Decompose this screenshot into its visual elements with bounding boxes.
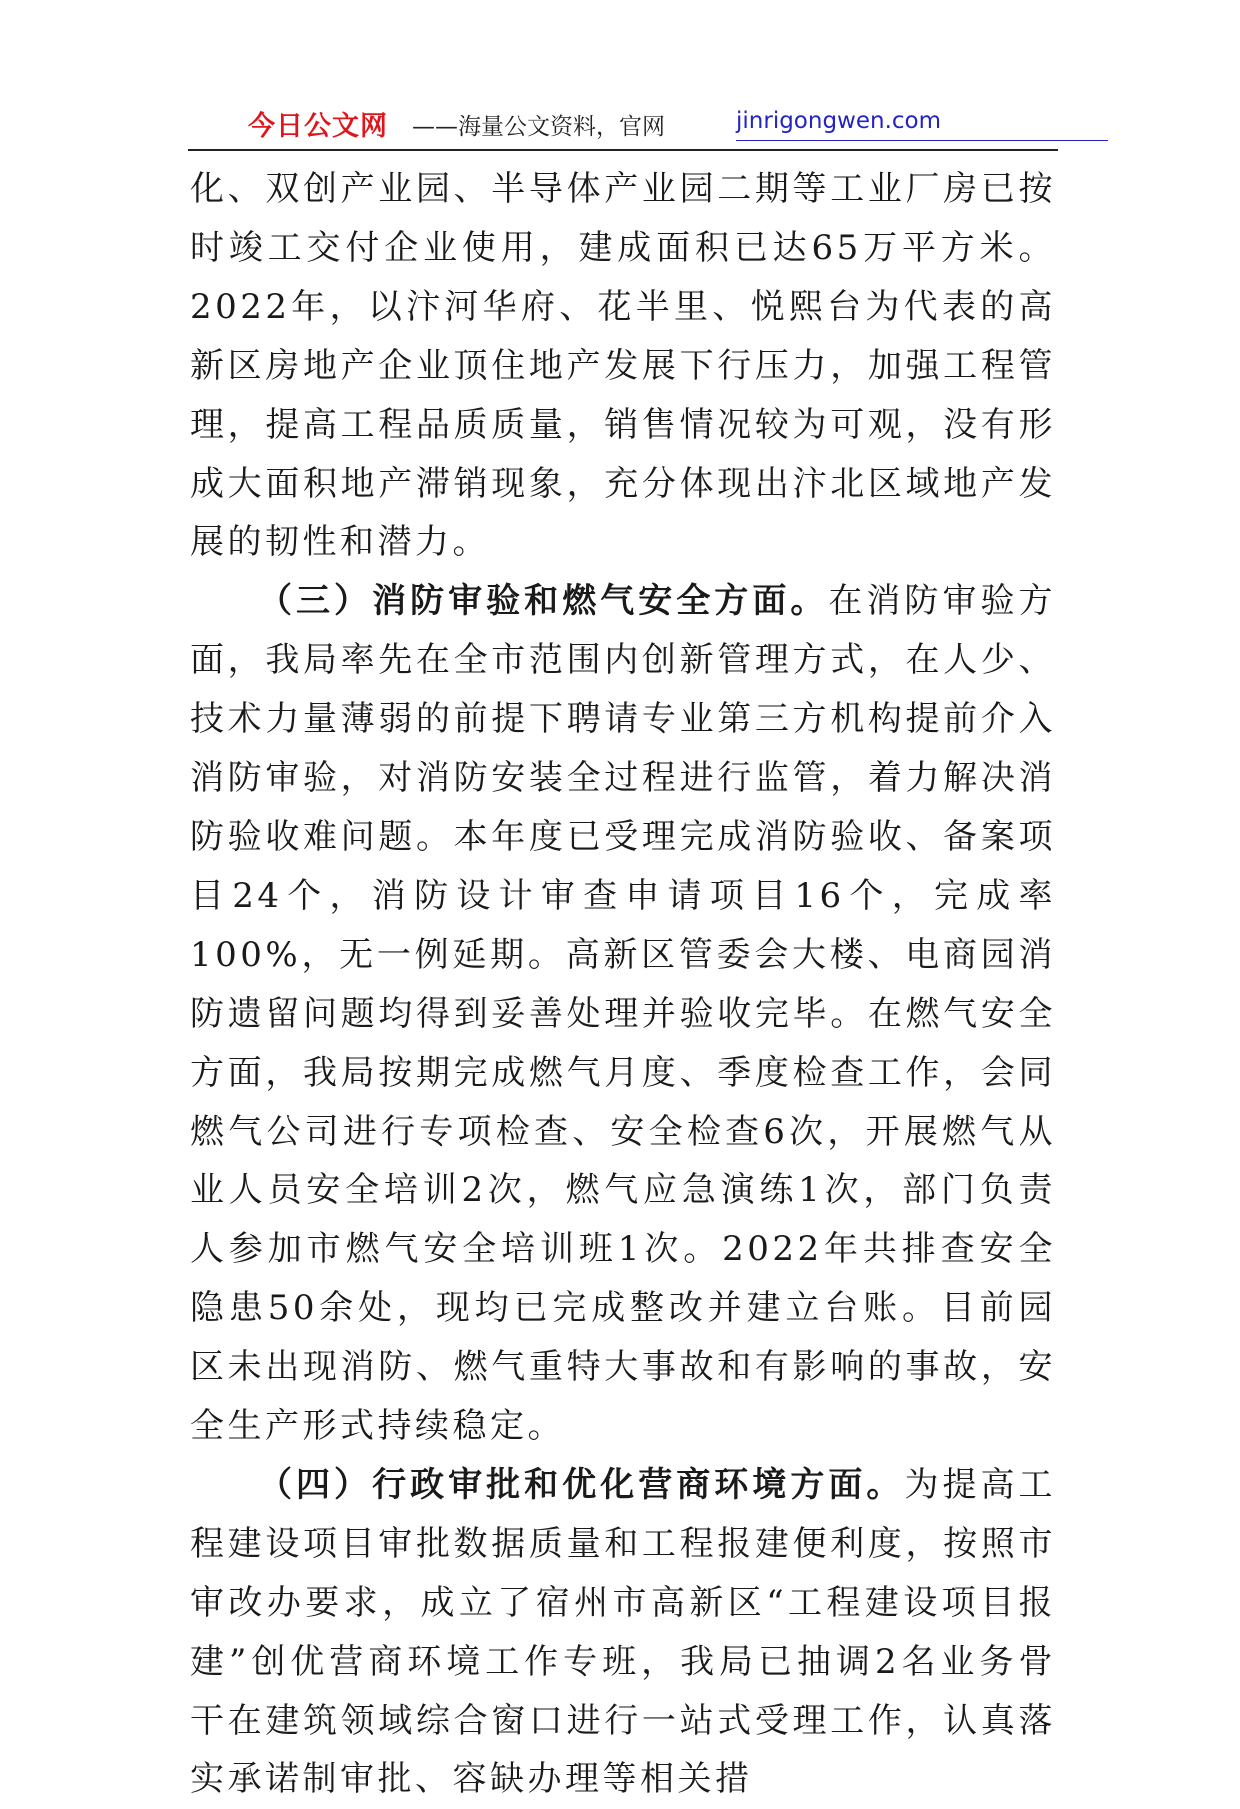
paragraph-text: 化、双创产业园、半导体产业园二期等工业厂房已按时竣工交付企业使用，建成面积已达65万平方米。2022年，以汴河华府、花半里、悦熙台为代表的高新区房地产企业顶住地产发展下行压力，加强工程管理，提高工程品质质量，销售情况较为可观，没有形成大面积地产滞销现象，充分体现出汴北区域地产发展的韧性和潜力。 <box>190 169 1056 563</box>
paragraph-admin-approval <box>190 1456 1056 1809</box>
header-tagline: ——海量公文资料，官网 <box>412 114 665 140</box>
section-heading-three: （三）消防审验和燃气安全方面。 <box>258 581 829 622</box>
brand-name: 今日公文网 <box>248 111 388 142</box>
paragraph-text: 为提高工程建设项目审批数据质量和工程报建便利度，按照市审改办要求，成立了宿州市高新区“工程建设项目报建”创优营商环境工作专班，我局已抽调2名业务骨干在建筑领域综合窗口进行一站式受理工作，认真落实承诺制审批、容缺办理等相关措 <box>190 1464 1057 1800</box>
link-underline <box>736 140 1108 141</box>
paragraph-text: 在消防审验方面，我局率先在全市范围内创新管理方式，在人少、技术力量薄弱的前提下聘请专业第三方机构提前介入消防审验，对消防安装全过程进行监管，着力解决消防验收难问题。本年度已受理完成消防验收、备案项目24个，消防设计审查申请项目16个，完成率100%，无一例延期。高新区管委会大楼、电商园消防遗留问题均得到妥善处理并验收完毕。在燃气安全方面，我局按期完成燃气月度、季度检查工作，会同燃气公司进行专项检查、安全检查6次，开展燃气从业人员安全培训2次，燃气应急演练1次，部门负责人参加市燃气安全培训班1次。2022年共排查安全隐患50余处，现均已完成整改并建立台账。目前园区未出现消防、燃气重特大事故和有影响的事故，安全生产形式持续稳定。 <box>190 581 1056 1447</box>
header-divider <box>188 149 1058 151</box>
paragraph-fire-gas-safety <box>190 572 1056 1456</box>
document-body <box>190 160 1056 1809</box>
page-header <box>188 104 1058 148</box>
website-link[interactable]: jinrigongwen.com <box>736 108 942 134</box>
section-heading-four: （四）行政审批和优化营商环境方面。 <box>258 1464 905 1505</box>
paragraph-continuation <box>190 160 1056 572</box>
